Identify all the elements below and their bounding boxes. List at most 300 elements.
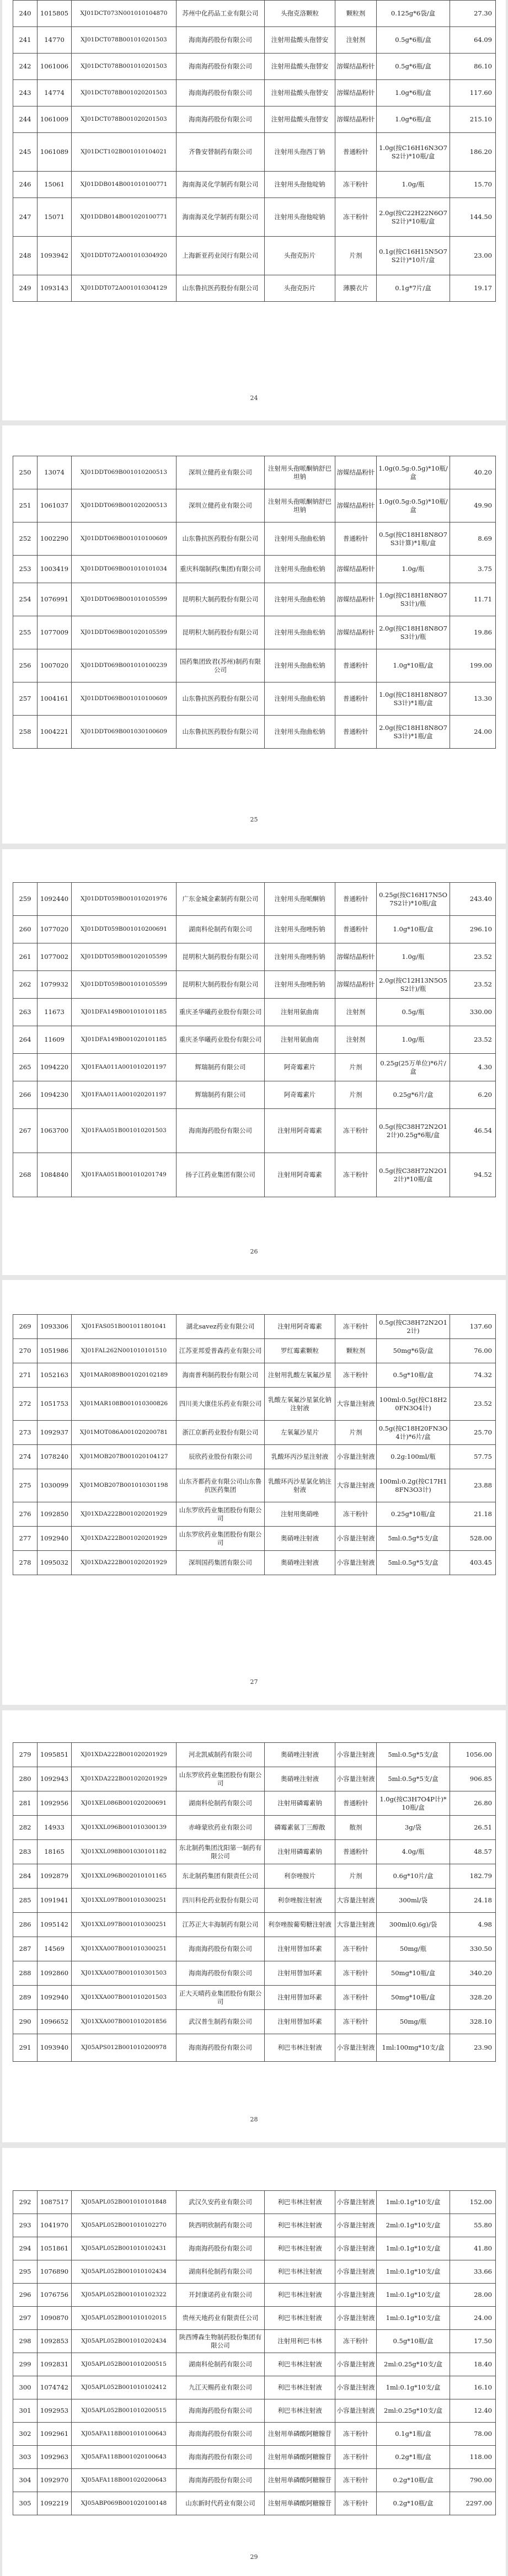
cell-dosage-form: 普通粉针: [335, 522, 377, 556]
cell-price: 57.75: [450, 1445, 496, 1469]
cell-id: 1077020: [38, 916, 72, 943]
cell-specification: 0.5g(按C38H72N2O12计)0.25g*6瓶/盒: [377, 1109, 450, 1153]
cell-drug-name: 注射用头孢哌酮钠舒巴坦钠: [265, 456, 335, 489]
cell-specification: 0.5g*6瓶/盒: [377, 27, 450, 54]
cell-company: 开封康诺药业有限公司: [177, 2284, 265, 2307]
cell-price: 23.52: [450, 943, 496, 971]
cell-dosage-form: 普通粉针: [335, 1840, 377, 1864]
cell-company: 深圳立健药业有限公司: [177, 456, 265, 489]
cell-drug-name: 注射用头孢曲松钠: [265, 716, 335, 749]
cell-drug-name: 注射用头孢哌酮钠: [265, 883, 335, 916]
cell-code: XJ01XXL096B002010101165: [72, 1864, 177, 1889]
cell-dosage-form: 普通粉针: [335, 649, 377, 682]
cell-price: 403.45: [450, 1551, 496, 1575]
cell-price: 199.00: [450, 649, 496, 682]
document-page: [2, 0, 506, 420]
document-page: [2, 425, 506, 844]
cell-dosage-form: 冻干粉针: [335, 1961, 377, 1986]
cell-price: 790.00: [450, 2469, 496, 2492]
cell-id: 1096652: [38, 2010, 72, 2034]
cell-seq: 282: [13, 1816, 38, 1840]
cell-company: 苏州中化药品工业有限公司: [177, 1, 265, 27]
cell-company: 海南海药股份有限公司: [177, 2399, 265, 2423]
cell-seq: 279: [13, 1743, 38, 1767]
cell-seq: 264: [13, 1026, 38, 1054]
cell-specification: 1.0g*6瓶/盒: [377, 106, 450, 133]
cell-seq: 257: [13, 682, 38, 716]
price-table: [13, 1314, 496, 1575]
cell-specification: 1.0g/瓶: [377, 1026, 450, 1054]
cell-dosage-form: 普通粉针: [335, 716, 377, 749]
cell-seq: 292: [13, 2191, 38, 2214]
cell-specification: 100ml:0.2g(按C17H18FN3O3计): [377, 1469, 450, 1502]
cell-company: 重庆科瑞制药(集团)有限公司: [177, 556, 265, 583]
cell-company: 湖南科伦制药有限公司: [177, 1791, 265, 1816]
cell-code: XJ01DDT059B001010201976: [72, 883, 177, 916]
cell-id: 14770: [38, 27, 72, 54]
cell-company: 广东金城金素制药有限公司: [177, 883, 265, 916]
cell-price: 23.52: [450, 971, 496, 999]
cell-drug-name: 注射用头孢曲松钠: [265, 682, 335, 716]
cell-seq: 275: [13, 1469, 38, 1502]
cell-price: 4.30: [450, 1054, 496, 1081]
cell-seq: 261: [13, 943, 38, 971]
cell-id: 1092940: [38, 1986, 72, 2010]
table-row: [13, 1109, 496, 1153]
cell-dosage-form: 冻干粉针: [335, 2492, 377, 2515]
table-row: [13, 133, 496, 172]
cell-company: 山东齐都药业有限公司山东鲁抗医药集团: [177, 1469, 265, 1502]
price-table: [13, 456, 496, 749]
cell-dosage-form: 冻干粉针: [335, 1315, 377, 1339]
cell-price: 78.00: [450, 2423, 496, 2446]
page-number: 26: [250, 1248, 258, 1255]
cell-code: XJ01DDT069B001010100609: [72, 522, 177, 556]
cell-specification: 1.0g*10瓶/盒: [377, 649, 450, 682]
cell-seq: 273: [13, 1421, 38, 1445]
cell-seq: 276: [13, 1502, 38, 1527]
document-page: [2, 2148, 506, 2576]
cell-seq: 249: [13, 275, 38, 302]
cell-specification: 0.1g(按C16H15N5O7S2计)*10片/盒: [377, 237, 450, 275]
cell-seq: 305: [13, 2492, 38, 2515]
cell-drug-name: 利巴韦林注射液: [265, 2034, 335, 2062]
cell-drug-name: 注射用单磷酸阿糖腺苷: [265, 2446, 335, 2469]
cell-code: XJ01FAA011A001010201197: [72, 1054, 177, 1081]
cell-seq: 245: [13, 133, 38, 172]
cell-dosage-form: 小容量注射液: [335, 2307, 377, 2330]
cell-specification: 1ml:0.1g*10支/盒: [377, 2260, 450, 2284]
cell-company: 陕西明欣制药有限公司: [177, 2214, 265, 2237]
cell-dosage-form: 普通粉针: [335, 883, 377, 916]
cell-specification: 1.0g(0.5g:0.5g)*10瓶/盒: [377, 489, 450, 522]
table-row: [13, 2260, 496, 2284]
cell-price: 26.80: [450, 1791, 496, 1816]
cell-drug-name: 奥硝唑注射液: [265, 1551, 335, 1575]
cell-drug-name: 头孢克肟片: [265, 237, 335, 275]
cell-specification: 2.0g(按C12H13N5O5S2计)/瓶: [377, 971, 450, 999]
table-row: [13, 1502, 496, 1527]
cell-specification: 1.0g*6瓶/盒: [377, 80, 450, 106]
cell-drug-name: 利奈唑胺葡萄糖注射液: [265, 1913, 335, 1937]
cell-code: XJ01DDT072A001010304129: [72, 275, 177, 302]
cell-company: 武汉久安药业有限公司: [177, 2191, 265, 2214]
cell-id: 1092956: [38, 1791, 72, 1816]
cell-code: XJ01XDA222B001020201929: [72, 1551, 177, 1575]
cell-dosage-form: 小容量注射液: [335, 2191, 377, 2214]
cell-price: 74.32: [450, 1363, 496, 1388]
cell-code: XJ01DFA149B001010101185: [72, 999, 177, 1026]
cell-seq: 277: [13, 1527, 38, 1551]
cell-company: 海南海药股份有限公司: [177, 1937, 265, 1961]
table-row: [13, 1153, 496, 1197]
cell-dosage-form: 注射剂: [335, 27, 377, 54]
cell-drug-name: 注射用替加环素: [265, 1937, 335, 1961]
table-row: [13, 2492, 496, 2515]
cell-code: XJ01XXL097B001010300251: [72, 1913, 177, 1937]
cell-seq: 303: [13, 2446, 38, 2469]
cell-company: 陕西博森生物制药股份集团有限公司: [177, 2330, 265, 2353]
cell-drug-name: 阿奇霉素片: [265, 1081, 335, 1109]
cell-drug-name: 利巴韦林注射液: [265, 2307, 335, 2330]
table-row: [13, 1421, 496, 1445]
cell-seq: 241: [13, 27, 38, 54]
table-row: [13, 2237, 496, 2260]
cell-dosage-form: 普通粉针: [335, 133, 377, 172]
cell-seq: 281: [13, 1791, 38, 1816]
cell-specification: 1.0g(按C3H7O4P计)*10瓶/盒: [377, 1791, 450, 1816]
cell-specification: 5ml:0.5g*5支/盒: [377, 1527, 450, 1551]
cell-price: 24.18: [450, 1889, 496, 1913]
cell-specification: 0.25g*6片/盒: [377, 1081, 450, 1109]
cell-company: 东北制药集团有限责任公司: [177, 1864, 265, 1889]
cell-drug-name: 注射用头孢唑肟钠: [265, 943, 335, 971]
cell-specification: 0.6g*10片/盒: [377, 1864, 450, 1889]
cell-seq: 300: [13, 2376, 38, 2399]
cell-dosage-form: 溶媒结晶粉针: [335, 943, 377, 971]
cell-price: 12.40: [450, 2399, 496, 2423]
cell-price: 8.69: [450, 522, 496, 556]
cell-drug-name: 利巴韦林注射液: [265, 2399, 335, 2423]
cell-specification: 0.5g*6瓶/盒: [377, 54, 450, 80]
cell-dosage-form: 片剂: [335, 237, 377, 275]
cell-company: 重庆圣华曦药业股份有限公司: [177, 999, 265, 1026]
cell-dosage-form: 冻干粉针: [335, 1363, 377, 1388]
cell-price: 152.00: [450, 2191, 496, 2214]
cell-price: 1056.00: [450, 1743, 496, 1767]
cell-specification: 50mg*6袋/盒: [377, 1339, 450, 1363]
cell-specification: 300ml/袋: [377, 1889, 450, 1913]
cell-seq: 291: [13, 2034, 38, 2062]
cell-company: 湖南科伦制药有限公司: [177, 2353, 265, 2376]
cell-price: 40.20: [450, 456, 496, 489]
cell-specification: 0.5g(按C38H72N2O12计)*10瓶/盒: [377, 1153, 450, 1197]
cell-company: 国药集团致君(苏州)制药有限公司: [177, 649, 265, 682]
table-row: [13, 1816, 496, 1840]
table-row: [13, 971, 496, 999]
cell-code: XJ01DDB014B001020100771: [72, 198, 177, 237]
cell-price: 528.00: [450, 1527, 496, 1551]
table-row: [13, 1986, 496, 2010]
table-row: [13, 54, 496, 80]
cell-drug-name: 注射用盐酸头孢替安: [265, 54, 335, 80]
cell-seq: 240: [13, 1, 38, 27]
cell-specification: 50mg*10瓶/盒: [377, 1961, 450, 1986]
cell-seq: 254: [13, 583, 38, 616]
cell-specification: 0.125g*6袋/盒: [377, 1, 450, 27]
cell-company: 海南海药股份有限公司: [177, 2034, 265, 2062]
cell-price: 64.09: [450, 27, 496, 54]
cell-id: 14933: [38, 1816, 72, 1840]
table-row: [13, 27, 496, 54]
cell-company: 山东鲁抗医药股份有限公司: [177, 682, 265, 716]
cell-drug-name: 注射用阿奇霉素: [265, 1153, 335, 1197]
page-number: 25: [250, 816, 258, 823]
cell-seq: 251: [13, 489, 38, 522]
cell-specification: 50mg/瓶: [377, 2010, 450, 2034]
cell-dosage-form: 散剂: [335, 1816, 377, 1840]
price-table: [13, 1742, 496, 2062]
cell-dosage-form: 冻干粉针: [335, 1153, 377, 1197]
cell-company: 山东鲁抗医药股份有限公司: [177, 275, 265, 302]
cell-dosage-form: 注射剂: [335, 1026, 377, 1054]
cell-id: 11609: [38, 1026, 72, 1054]
table-row: [13, 1026, 496, 1054]
table-row: [13, 2353, 496, 2376]
cell-id: 1063700: [38, 1109, 72, 1153]
cell-drug-name: 磷霉素氨丁三醇散: [265, 1816, 335, 1840]
cell-code: XJ05APL052B001010102322: [72, 2284, 177, 2307]
cell-seq: 243: [13, 80, 38, 106]
cell-price: 55.80: [450, 2214, 496, 2237]
cell-specification: 50mg/瓶: [377, 1937, 450, 1961]
table-row: [13, 583, 496, 616]
cell-company: 海南海药股份有限公司: [177, 2423, 265, 2446]
cell-code: XJ01DCT078B001020201503: [72, 80, 177, 106]
cell-specification: 1.0g*10瓶/盒: [377, 916, 450, 943]
cell-drug-name: 注射用头孢唑肟钠: [265, 916, 335, 943]
cell-id: 1004221: [38, 716, 72, 749]
cell-dosage-form: 冻干粉针: [335, 172, 377, 198]
cell-id: 1002290: [38, 522, 72, 556]
cell-code: XJ01MAR108B001010300826: [72, 1388, 177, 1421]
table-row: [13, 1791, 496, 1816]
cell-drug-name: 注射用氨曲南: [265, 1026, 335, 1054]
cell-specification: 1.0g/瓶: [377, 172, 450, 198]
document-page: [2, 1280, 506, 1705]
table-row: [13, 2469, 496, 2492]
cell-code: XJ01FAA011A001020201197: [72, 1081, 177, 1109]
cell-code: XJ05AFA118B001010100643: [72, 2423, 177, 2446]
cell-price: 340.20: [450, 1961, 496, 1986]
cell-dosage-form: 溶媒结晶粉针: [335, 54, 377, 80]
cell-specification: 5ml:0.5g*5支/盒: [377, 1767, 450, 1791]
table-row: [13, 2423, 496, 2446]
cell-company: 深圳国药集团有限公司: [177, 1551, 265, 1575]
cell-drug-name: 注射用头孢哌酮钠舒巴坦钠: [265, 489, 335, 522]
cell-price: 23.52: [450, 1026, 496, 1054]
cell-id: 1094220: [38, 1054, 72, 1081]
cell-company: 海南海药股份有限公司: [177, 80, 265, 106]
cell-price: 27.30: [450, 1, 496, 27]
cell-id: 1092963: [38, 2446, 72, 2469]
cell-specification: 2.0g(按C22H22N6O7S2计)*10瓶/盒: [377, 198, 450, 237]
cell-dosage-form: 小容量注射液: [335, 2214, 377, 2237]
cell-price: 86.10: [450, 54, 496, 80]
table-row: [13, 2191, 496, 2214]
cell-drug-name: 注射用头孢曲松钠: [265, 649, 335, 682]
cell-dosage-form: 小容量注射液: [335, 2376, 377, 2399]
cell-company: 四川科伦药业股份有限公司: [177, 1889, 265, 1913]
cell-code: XJ01DDT069B001020105599: [72, 616, 177, 649]
cell-code: XJ01XXA007B001010301503: [72, 1961, 177, 1986]
table-row: [13, 682, 496, 716]
cell-seq: 293: [13, 2214, 38, 2237]
table-row: [13, 2034, 496, 2062]
table-row: [13, 999, 496, 1026]
cell-price: 26.51: [450, 1816, 496, 1840]
page-number: 29: [250, 2553, 258, 2561]
cell-code: XJ05APL052B001010102412: [72, 2376, 177, 2399]
cell-price: 330.00: [450, 999, 496, 1026]
cell-drug-name: 利巴韦林注射液: [265, 2214, 335, 2237]
cell-id: 14774: [38, 80, 72, 106]
cell-seq: 262: [13, 971, 38, 999]
cell-specification: 4.0g/瓶: [377, 1840, 450, 1864]
cell-drug-name: 注射用头孢曲松钠: [265, 522, 335, 556]
cell-dosage-form: 小容量注射液: [335, 1527, 377, 1551]
cell-drug-name: 头孢克洛颗粒: [265, 1, 335, 27]
cell-price: 186.20: [450, 133, 496, 172]
cell-company: 武汉普生制药有限公司: [177, 2010, 265, 2034]
cell-company: 上海新亚药业闵行有限公司: [177, 237, 265, 275]
cell-price: 24.00: [450, 716, 496, 749]
table-row: [13, 649, 496, 682]
cell-specification: 0.5g*10瓶/盒: [377, 1363, 450, 1388]
cell-price: 243.40: [450, 883, 496, 916]
table-row: [13, 275, 496, 302]
cell-dosage-form: 冻干粉针: [335, 2330, 377, 2353]
cell-code: XJ01MAR089B001020102189: [72, 1363, 177, 1388]
cell-company: 九江天赐药业有限公司: [177, 2376, 265, 2399]
cell-dosage-form: 溶媒结晶粉针: [335, 556, 377, 583]
cell-price: 23.52: [450, 1388, 496, 1421]
table-row: [13, 2284, 496, 2307]
cell-dosage-form: 小容量注射液: [335, 1767, 377, 1791]
cell-company: 深圳立健药业有限公司: [177, 489, 265, 522]
cell-company: 海南海药股份有限公司: [177, 1961, 265, 1986]
cell-dosage-form: 冻干粉针: [335, 2010, 377, 2034]
cell-code: XJ05AFA118B001020100643: [72, 2446, 177, 2469]
cell-seq: 250: [13, 456, 38, 489]
cell-id: 1093143: [38, 275, 72, 302]
cell-price: 23.90: [450, 2034, 496, 2062]
price-table: [13, 882, 496, 1197]
page-number: 28: [250, 2116, 258, 2123]
cell-drug-name: 注射用单磷酸阿糖腺苷: [265, 2423, 335, 2446]
cell-dosage-form: 小容量注射液: [335, 2237, 377, 2260]
price-table: [13, 2190, 496, 2515]
cell-seq: 280: [13, 1767, 38, 1791]
table-row: [13, 943, 496, 971]
cell-specification: 1ml:0.1g*10支/盒: [377, 2376, 450, 2399]
table-row: [13, 1388, 496, 1421]
cell-specification: 2ml:0.25g*10支/盒: [377, 2353, 450, 2376]
table-row: [13, 1445, 496, 1469]
cell-price: 24.00: [450, 2307, 496, 2330]
cell-seq: 265: [13, 1054, 38, 1081]
cell-seq: 270: [13, 1339, 38, 1363]
cell-id: 1051986: [38, 1339, 72, 1363]
cell-code: XJ05APL052B001010200515: [72, 2399, 177, 2423]
cell-dosage-form: 溶媒结晶粉针: [335, 616, 377, 649]
cell-id: 1041970: [38, 2214, 72, 2237]
cell-id: 1061037: [38, 489, 72, 522]
cell-dosage-form: 冻干粉针: [335, 1502, 377, 1527]
cell-code: XJ01DDT059B001010105599: [72, 971, 177, 999]
cell-drug-name: 注射用头孢曲松钠: [265, 583, 335, 616]
cell-company: 贵州天地药业有限责任公司: [177, 2307, 265, 2330]
cell-id: 1092440: [38, 883, 72, 916]
cell-price: 13.30: [450, 682, 496, 716]
cell-dosage-form: 小容量注射液: [335, 2399, 377, 2423]
cell-dosage-form: 小容量注射液: [335, 1743, 377, 1767]
cell-code: XJ01XXL096B001010300139: [72, 1816, 177, 1840]
cell-id: 1095032: [38, 1551, 72, 1575]
cell-code: XJ01XDA222B001020201929: [72, 1743, 177, 1767]
table-row: [13, 2399, 496, 2423]
cell-company: 辰欣药业股份有限公司: [177, 1445, 265, 1469]
cell-drug-name: 注射用盐酸头孢替安: [265, 106, 335, 133]
cell-id: 1015805: [38, 1, 72, 27]
cell-seq: 295: [13, 2260, 38, 2284]
cell-price: 144.50: [450, 198, 496, 237]
cell-price: 6.20: [450, 1081, 496, 1109]
cell-code: XJ05APL052B001010102015: [72, 2307, 177, 2330]
cell-id: 1094230: [38, 1081, 72, 1109]
cell-drug-name: 注射用氨曲南: [265, 999, 335, 1026]
cell-code: XJ01XXA007B001010300251: [72, 1937, 177, 1961]
cell-drug-name: 利奈唑胺片: [265, 1864, 335, 1889]
cell-seq: 290: [13, 2010, 38, 2034]
cell-code: XJ01XXL098B001030101182: [72, 1840, 177, 1864]
cell-drug-name: 奥硝唑注射液: [265, 1527, 335, 1551]
cell-specification: 0.2g:100ml/瓶: [377, 1445, 450, 1469]
cell-seq: 286: [13, 1913, 38, 1937]
cell-seq: 278: [13, 1551, 38, 1575]
cell-code: XJ01DCT078B001010201503: [72, 54, 177, 80]
cell-seq: 258: [13, 716, 38, 749]
cell-drug-name: 利巴韦林注射液: [265, 2284, 335, 2307]
cell-specification: 1ml:100mg*10支/盒: [377, 2034, 450, 2062]
table-row: [13, 1081, 496, 1109]
cell-price: 11.71: [450, 583, 496, 616]
cell-drug-name: 乳酸环丙沙星氯化钠注射液: [265, 1469, 335, 1502]
cell-code: XJ01XXA007B001010201856: [72, 2010, 177, 2034]
table-row: [13, 716, 496, 749]
cell-price: 15.70: [450, 172, 496, 198]
cell-company: 昆明积大制药股份有限公司: [177, 943, 265, 971]
cell-drug-name: 注射用单磷酸阿糖腺苷: [265, 2492, 335, 2515]
cell-drug-name: 注射用头孢他啶钠: [265, 172, 335, 198]
cell-company: 江苏正大丰海制药有限公司: [177, 1913, 265, 1937]
table-row: [13, 556, 496, 583]
cell-code: XJ01MOT086A001020200781: [72, 1421, 177, 1445]
cell-dosage-form: 小容量注射液: [335, 2260, 377, 2284]
cell-price: 46.54: [450, 1109, 496, 1153]
cell-code: XJ01DDT059B001020105599: [72, 943, 177, 971]
cell-seq: 304: [13, 2469, 38, 2492]
